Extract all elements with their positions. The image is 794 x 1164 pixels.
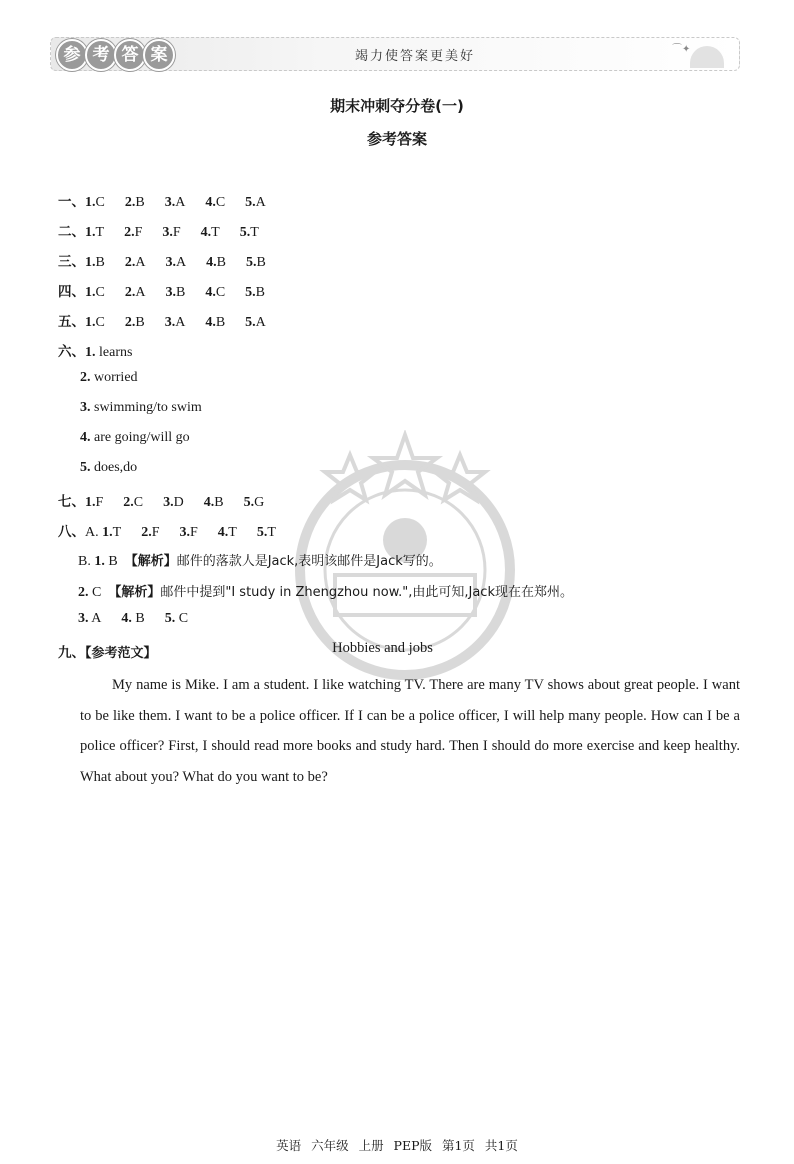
page-title: 期末冲刺夺分卷(一) (330, 97, 464, 115)
logo (56, 39, 172, 71)
answer-row-8b-1: B. 1. B 【解析】邮件的落款人是Jack,表明该邮件是Jack写的。 (78, 554, 442, 569)
answer-row-8b-3: 3. A 4. B 5. C (78, 611, 189, 626)
slogan: 竭力使答案更美好 (354, 49, 475, 64)
answer-row-6-2: 2. worried (80, 370, 138, 385)
answer-row-1: 一、1.C 2.B 3.A 4.C 5.A (58, 194, 266, 210)
logo-char: 参 (56, 39, 88, 71)
answer-row-5: 五、1.C 2.B 3.A 4.B 5.A (58, 314, 266, 330)
answer-row-8b-2: 2. C 【解析】邮件中提到"I study in Zhengzhou now.",由此可知,Jack现在在郑州。 (78, 585, 573, 600)
answer-row-4: 四、1.C 2.A 3.B 4.C 5.B (58, 284, 265, 300)
page-subtitle: 参考答案 (366, 130, 427, 148)
essay-title: Hobbies and jobs (332, 640, 433, 656)
bird-icon: ⌒✦ (672, 44, 691, 55)
answer-row-6-3: 3. swimming/to swim (80, 400, 202, 415)
answer-row-6-4: 4. are going/will go (80, 430, 190, 445)
logo-char: 考 (85, 39, 117, 71)
section-9-heading: 九、【参考范文】 (58, 645, 157, 661)
answer-row-2: 二、1.T 2.F 3.F 4.T 5.T (58, 224, 259, 240)
essay-body: My name is Mike. I am a student. I like watching TV. There are many TV shows about great people. I want to be like them. I want to be a police officer. If I can be a police officer, I will help many people. How can I be a police officer? First, I should read more books and study hard. Then I should do more exercise and keep healthy. What about you? What do you want to be? (80, 677, 740, 785)
page-footer: 英语 六年级 上册 PEP版 第1页 共1页 (276, 1138, 518, 1153)
logo-char: 案 (143, 39, 175, 71)
answer-row-6-5: 5. does,do (80, 460, 138, 475)
answer-row-7: 七、1.F 2.C 3.D 4.B 5.G (58, 494, 265, 510)
answer-row-3: 三、1.B 2.A 3.A 4.B 5.B (58, 254, 266, 270)
logo-char: 答 (114, 39, 146, 71)
answer-row-8a: 八、A. 1.T 2.F 3.F 4.T 5.T (58, 524, 276, 540)
answer-row-6-1: 六、1. learns (58, 344, 133, 360)
